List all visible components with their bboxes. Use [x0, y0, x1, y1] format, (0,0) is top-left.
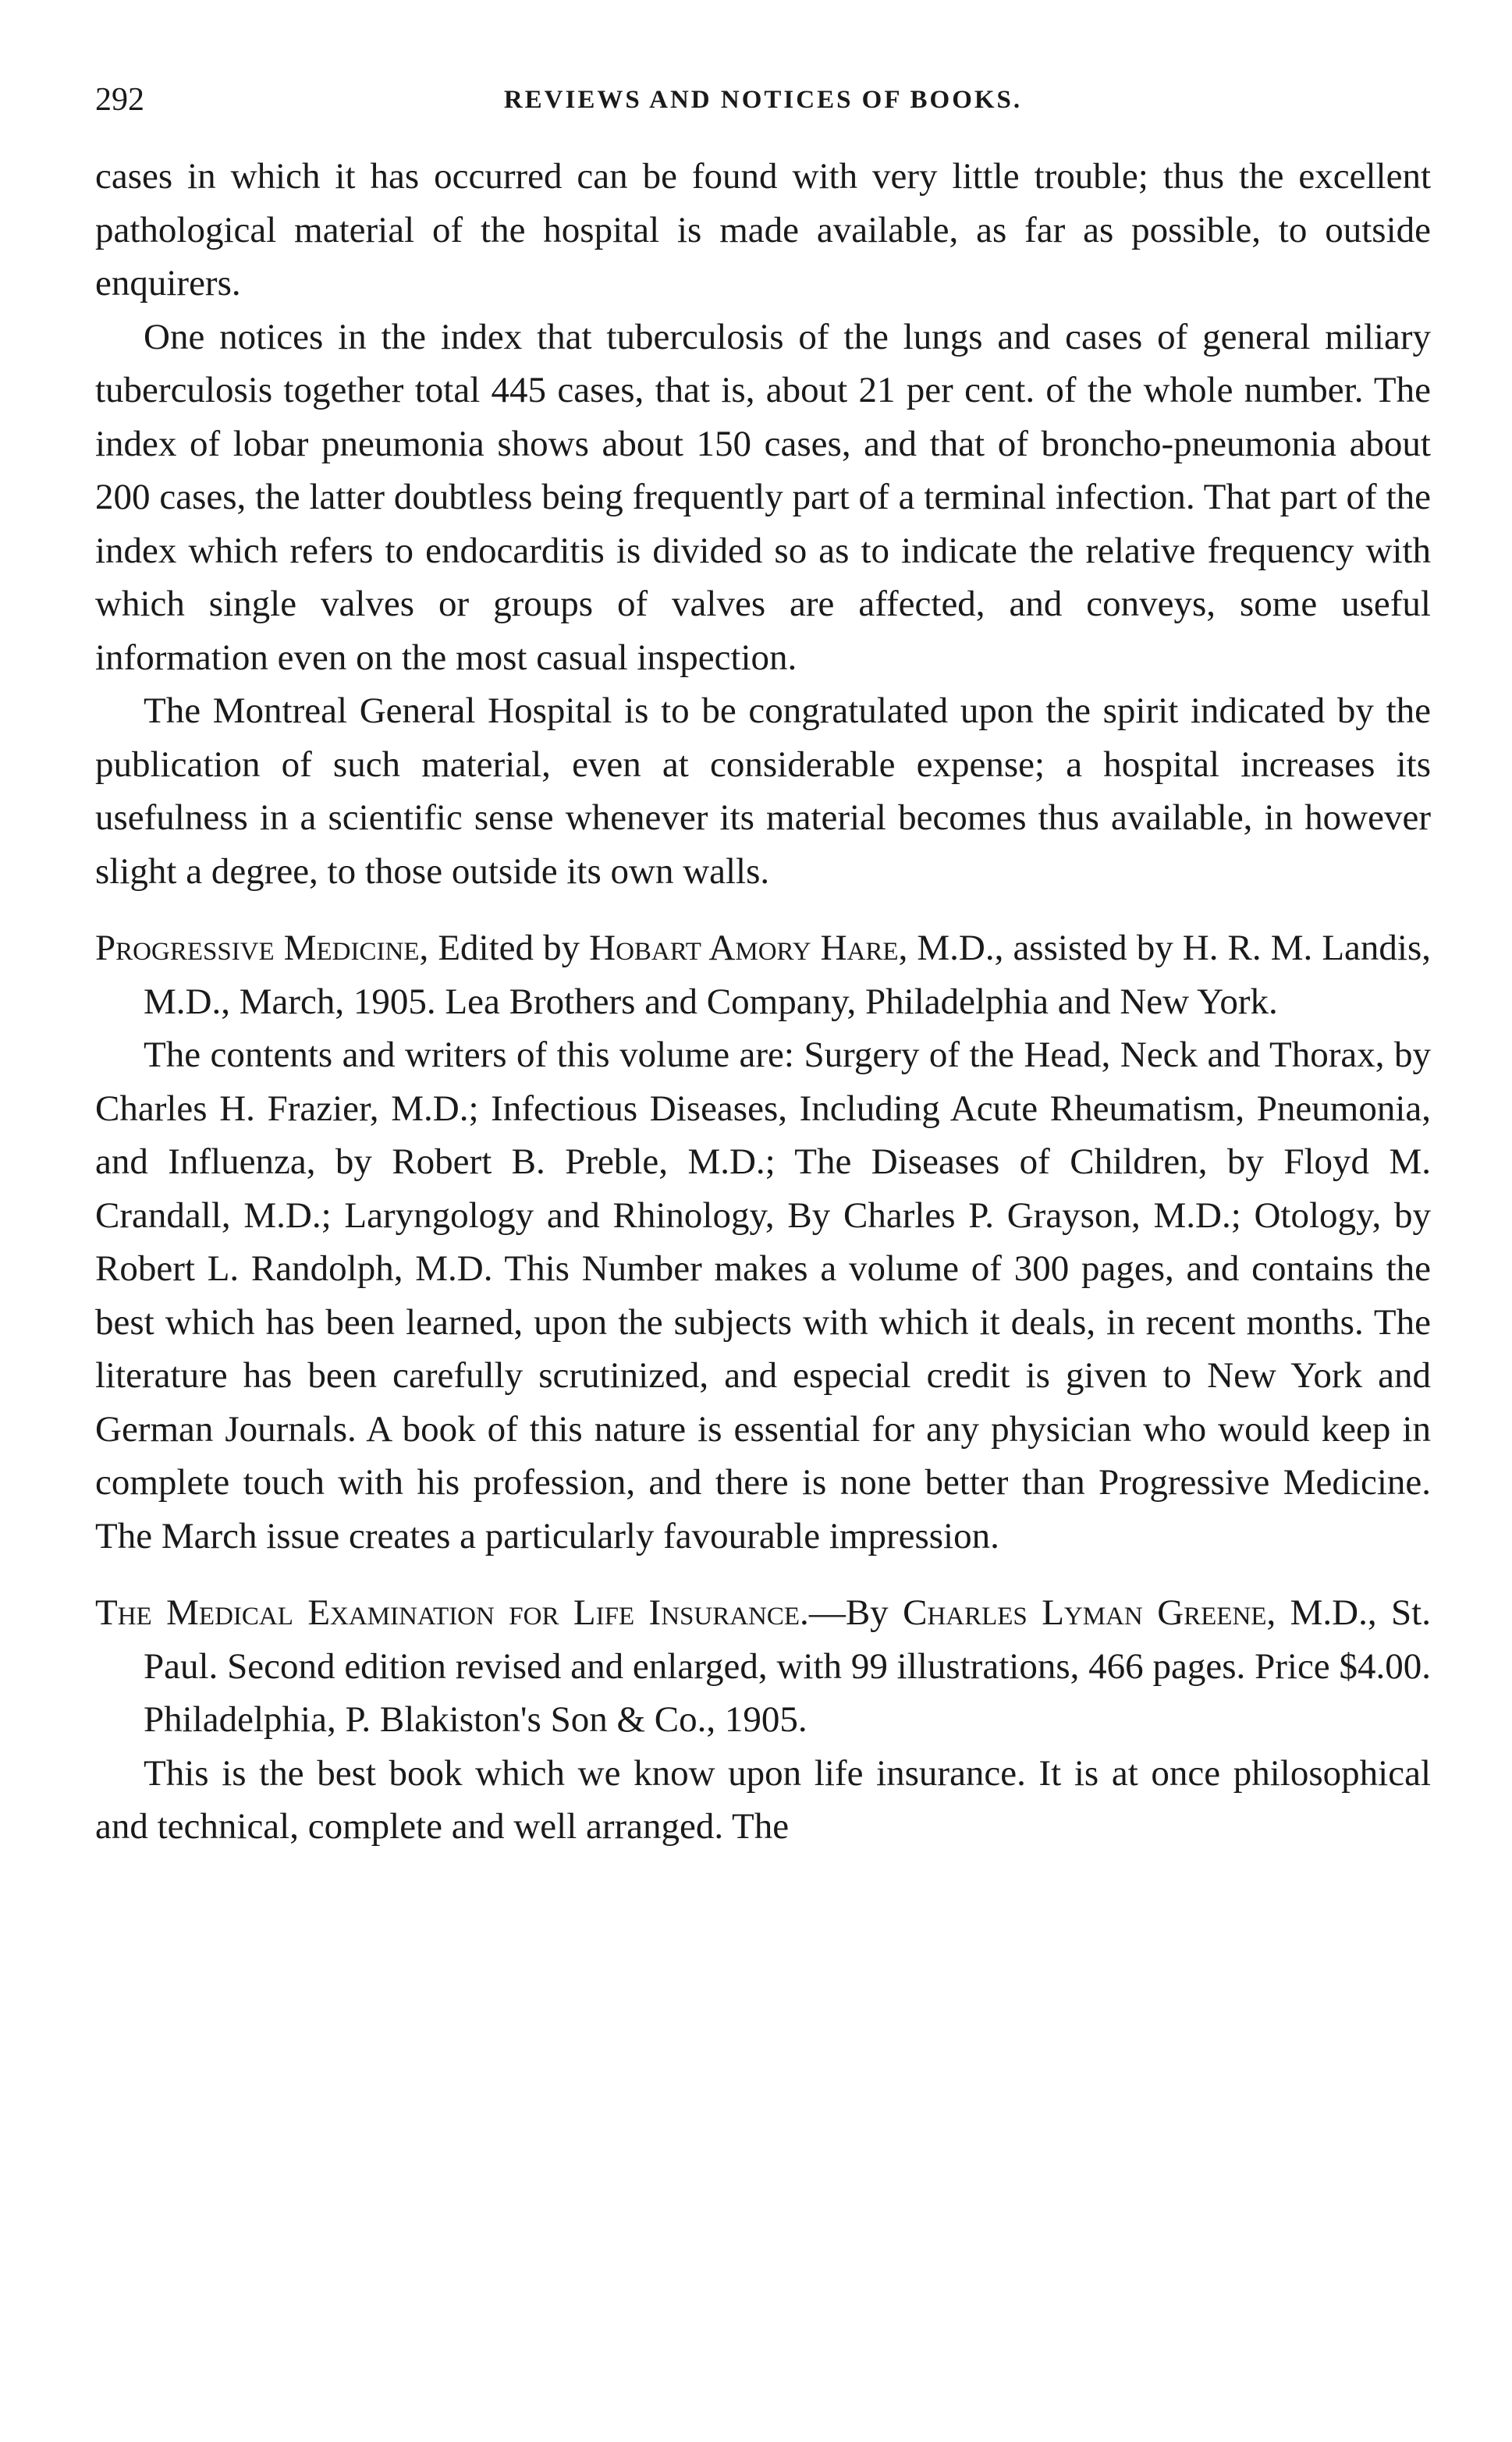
review-text-life-insurance: This is the best book which we know upon life insurance. It is at once philosophical and technical, complete and well arranged. The [95, 1752, 1431, 1847]
book-details: M.D., assisted by H. R. M. Landis, M.D., March, 1905. Lea Brothers and Company, Philadelphia and New York. [144, 928, 1431, 1022]
page [95, 81, 1431, 1854]
page-number: 292 [95, 82, 144, 118]
book-title: Progressive Medicine, [95, 928, 429, 968]
author-name: Charles Lyman Greene, [903, 1592, 1276, 1633]
book-entry-life-insurance [95, 1586, 1431, 1747]
editor-name: Hobart Amory Hare, [589, 928, 908, 968]
running-title: REVIEWS AND NOTICES OF BOOKS. [503, 86, 1023, 114]
book-details: M.D., St. Paul. Second edition revised and enlarged, with 99 illustrations, 466 pages. Price $4.00. Philadelphia, P. Blakiston's Son & Co., 1905. [144, 1592, 1431, 1740]
paragraph-continuation: cases in which it has occurred can be found with very little trouble; thus the excellent pathological material of the hospital is made available, as far as possible, to outside enquirers. [95, 156, 1431, 303]
review-text-progressive-medicine: The contents and writers of this volume are: Surgery of the Head, Neck and Thorax, by Charles H. Frazier, M.D.; Infectious Diseases, Including Acute Rheumatism, Pneumonia, and Influenza, by Robert B. Preble, M.D.; The Diseases of Children, by Floyd M. Crandall, M.D.; Laryngology and Rhinology, By Charles P. Grayson, M.D.; Otology, by Robert L. Randolph, M.D. This Number makes a volume of 300 pages, and contains the best which has been learned, upon the subjects with which it deals, in recent months. The literature has been carefully scrutinized, and especial credit is given to New York and German Journals. A book of this nature is essential for any physician who would keep in complete touch with his profession, and there is none better than Progressive Medicine. The March issue creates a particularly favourable impression. [95, 1035, 1431, 1556]
body-text [95, 150, 1431, 1854]
book-entry-progressive-medicine [95, 921, 1431, 1028]
running-head [95, 81, 1431, 128]
paragraph-conclusion: The Montreal General Hospital is to be congratulated upon the spirit indicated by the publication of such material, even at considerable expense; a hospital increases its usefulness in a scientific sense whenever its material becomes thus available, in however slight a degree, to those outside its own walls. [95, 690, 1431, 892]
edited-by-label: Edited by [428, 928, 590, 968]
by-label: —By [808, 1592, 903, 1633]
book-title: The Medical Examination for Life Insurance. [95, 1592, 809, 1633]
paragraph-index: One notices in the index that tuberculosis of the lungs and cases of general miliary tuberculosis together total 445 cases, that is, about 21 per cent. of the whole number. The index of lobar pneumonia shows about 150 cases, and that of broncho-pneumonia about 200 cases, the latter doubtless being frequently part of a terminal infection. That part of the index which refers to endocarditis is divided so as to indicate the relative frequency with which single valves or groups of valves are affected, and conveys, some useful information even on the most casual inspection. [95, 316, 1431, 678]
